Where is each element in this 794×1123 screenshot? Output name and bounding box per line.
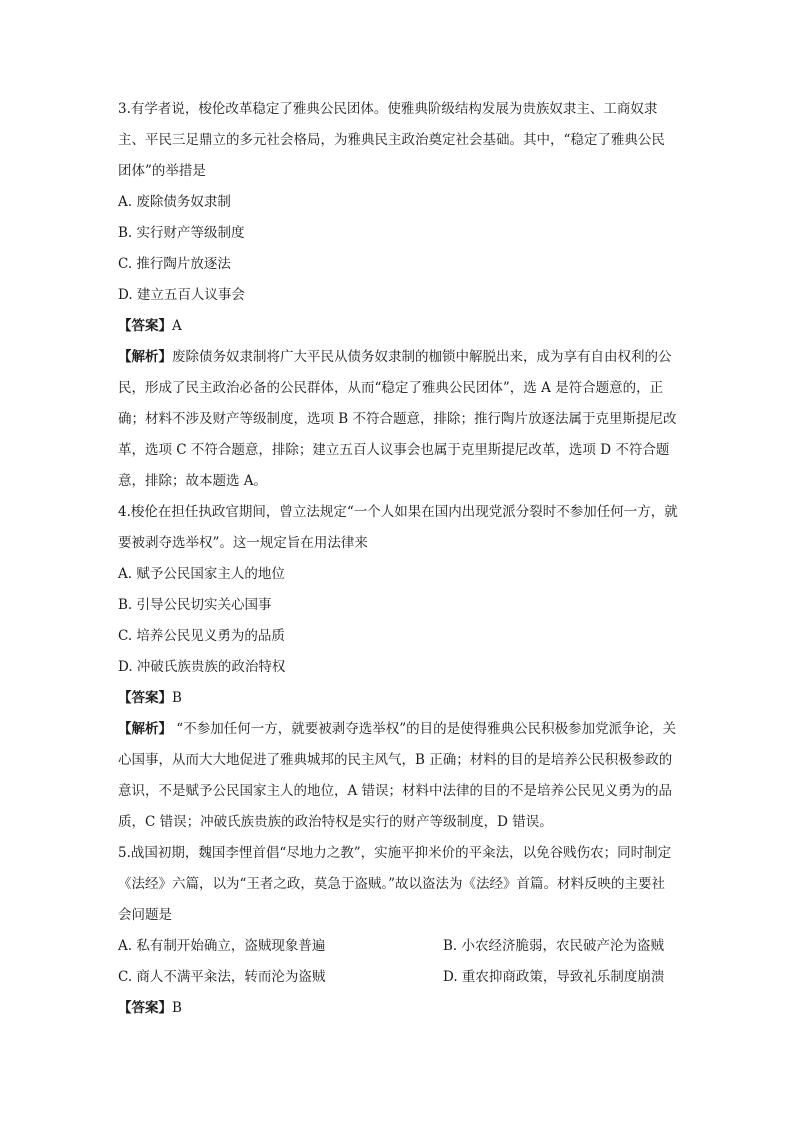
question-4-option-a: A. 赋予公民国家主人的地位: [118, 566, 285, 582]
question-3-option-d: D. 建立五百人议事会: [118, 287, 245, 303]
answer-tag: 【答案】: [118, 1000, 172, 1016]
question-4-option-b: B. 引导公民切实关心国事: [118, 597, 272, 613]
answer-value: B: [172, 690, 182, 706]
analysis-tag: 【解析】: [118, 721, 172, 737]
question-5-option-a: A. 私有制开始确立，盗贼现象普遍: [118, 938, 326, 954]
question-5-options-row-1: [118, 931, 678, 962]
analysis-text: “不参加任何一方，就要被剥夺选举权”的目的是使得雅典公民积极参加党派争论，关心国事，从而大大地促进了雅典城邦的民主风气，B 正确；材料的目的是培养公民积极参政的意识，不是赋予公民国家主人的地位，A 错误；材料中法律的目的不是培养公民见义勇为的品质，C 错误；冲破氏族贵族的政治特权是实行的财产等级制度，D 错误。: [118, 721, 677, 830]
question-3-option-c: C. 推行陶片放逐法: [118, 256, 231, 272]
question-4-answer: [118, 683, 678, 714]
analysis-text: 废除债务奴隶制将广大平民从债务奴隶制的枷锁中解脱出来，成为享有自由权利的公民，形成了民主政治必备的公民群体，从而“稳定了雅典公民团体”，选 A 是符合题意的，正确；材料不涉及财产等级制度，选项 B 不符合题意，排除；推行陶片放逐法属于克里斯提尼改革，选项 C 不符合题意，排除；建立五百人议事会也属于克里斯提尼改革，选项 D 不符合题意，排除；故本题选 A。: [118, 349, 677, 489]
question-3-option-b: B. 实行财产等级制度: [118, 225, 245, 241]
question-5-answer: [118, 993, 678, 1024]
question-3-analysis: [118, 342, 678, 497]
question-4-option-d: D. 冲破氏族贵族的政治特权: [118, 659, 286, 675]
analysis-tag: 【解析】: [118, 349, 172, 365]
answer-tag: 【答案】: [118, 690, 172, 706]
question-4-stem: 4.梭伦在担任执政官期间，曾立法规定“一个人如果在国内出现党派分裂时不参加任何一方，就要被剥夺选举权”。这一规定旨在用法律来: [118, 504, 678, 551]
question-5-stem: 5.战国初期，魏国李悝首倡“尽地力之教”，实施平抑米价的平籴法，以免谷贱伤农；同时制定《法经》六篇，以为“王者之政，莫急于盗贼。”故以盗法为《法经》首篇。材料反映的主要社会问题是: [118, 845, 672, 923]
answer-tag: 【答案】: [118, 318, 172, 334]
document-content: [118, 94, 678, 1024]
question-5-option-b: B. 小农经济脆弱，农民破产沦为盗贼: [443, 938, 665, 954]
question-5-option-c: C. 商人不满平籴法，转而沦为盗贼: [118, 969, 326, 985]
question-3-stem: 3.有学者说，梭伦改革稳定了雅典公民团体。使雅典阶级结构发展为贵族奴隶主、工商奴隶主、平民三足鼎立的多元社会格局，为雅典民主政治奠定社会基础。其中，“稳定了雅典公民团体”的举措是: [118, 101, 665, 179]
question-4-analysis: [118, 714, 678, 838]
question-3-option-a: A. 废除债务奴隶制: [118, 194, 231, 210]
question-3-answer: [118, 311, 678, 342]
question-5-option-d: D. 重农抑商政策，导致礼乐制度崩溃: [443, 969, 665, 985]
answer-value: B: [172, 1000, 182, 1016]
question-4-option-c: C. 培养公民见义勇为的品质: [118, 628, 285, 644]
question-5-options-row-2: [118, 962, 678, 993]
answer-value: A: [172, 318, 182, 334]
